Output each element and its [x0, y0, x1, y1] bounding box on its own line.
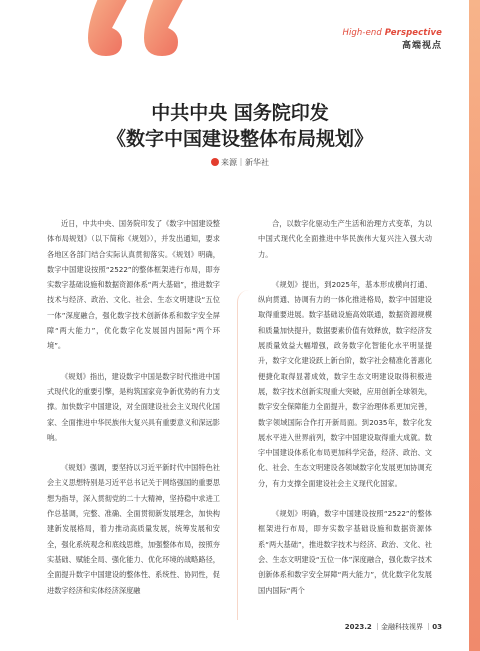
paragraph: 《规划》提出，到2025年，基本形成横向打通、纵向贯通、协调有力的一体化推进格局，数字中国建设取得重要进展。数字基础设施高效联通，数据资源规模和质量加快提升，数据要素价值有效释放，数字经济发展质量效益大幅增强，政务数字化智能化水平明显提升，数字文化建设跃上新台阶，数字社会精准化普惠化便捷化取得显著成效，数字生态文明建设取得积极进展，数字技术创新实现重大突破，应用创新全球领先，数字安全保障能力全面提升，数字治理体系更加完善，数字领域国际合作打开新局面。到2035年，数字化发展水平进入世界前列，数字中国建设取得重大成就。数字中国建设体系化布局更加科学完备，经济、政治、文化、社会、生态文明建设各领域数字化发展更加协调充分，有力支撑全面建设社会主义现代化国家。: [258, 279, 432, 488]
section-tag-cn: 高端视点: [401, 41, 442, 51]
paragraph: 合，以数字化驱动生产生活和治理方式变革，为以中国式现代化全面推进中华民族伟大复兴注入强大动力。: [258, 219, 432, 259]
footer-magazine: 金融科技视界: [381, 623, 424, 631]
quotation-mark-icon: [78, 0, 198, 56]
article-column-right: [258, 216, 432, 613]
paragraph: 近日，中共中央、国务院印发了《数字中国建设整体布局规划》（以下简称《规划》），并发出通知，要求各地区各部门结合实际认真贯彻落实。《规划》明确，数字中国建设按照“2522”的整体框架进行布局，即夯实数字基础设施和数据资源体系“两大基础”，推进数字技术与经济、政治、文化、社会、生态文明建设“五位一体”深度融合，强化数字技术创新体系和数字安全屏障“两大能力”，优化数字化发展国内国际“两个环境”。: [47, 219, 220, 351]
paragraph: 《规划》明确，数字中国建设按照“2522”的整体框架进行布局，即夯实数字基础设施和数据资源体系“两大基础”，推进数字技术与经济、政治、文化、社会、生态文明建设“五位一体”深度融合，强化数字技术创新体系和数字安全屏障“两大能力”，优化数字化发展国内国际“两个: [258, 509, 432, 595]
footer-page-number: 03: [432, 623, 442, 631]
source-bullet-icon: [211, 158, 219, 166]
column-divider: [237, 290, 250, 620]
footer-issue: 2023.2: [344, 623, 372, 631]
paragraph: 《规划》强调，要坚持以习近平新时代中国特色社会主义思想特别是习近平总书记关于网络强国的重要思想为指导，深入贯彻党的二十大精神，坚持稳中求进工作总基调，完整、准确、全面贯彻新发展理念，加快构建新发展格局，着力推动高质量发展，统筹发展和安全，强化系统观念和底线思维，加强整体布局，按照夯实基础、赋能全局、强化能力、优化环境的战略路径，全面提升数字中国建设的整体性、系统性、协同性，促进数字经济和实体经济深度融: [47, 463, 220, 595]
paragraph: 《规划》指出，建设数字中国是数字时代推进中国式现代化的重要引擎，是构筑国家竞争新优势的有力支撑。加快数字中国建设，对全面建设社会主义现代化国家、全面推进中华民族伟大复兴具有重要意义和深远影响。: [47, 371, 220, 442]
section-tag-en: High-end Perspective: [342, 28, 442, 38]
page-footer: 2023.2 ｜金融科技视界 ｜03: [344, 623, 442, 631]
article-column-left: [47, 216, 220, 613]
section-tag: [342, 28, 442, 51]
article-source: 来源｜新华社: [0, 157, 480, 168]
article-title-line2: 《数字中国建设整体布局规划》: [106, 128, 373, 150]
article-title-line1: 中共中央 国务院印发: [151, 102, 329, 124]
